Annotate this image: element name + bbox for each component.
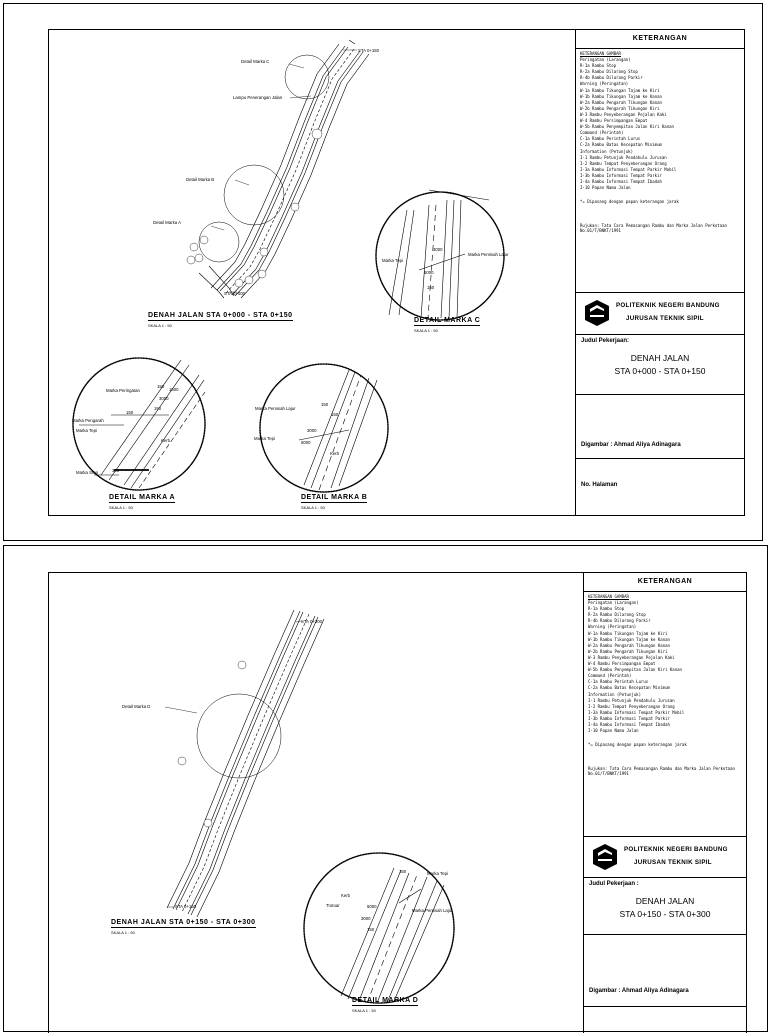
drawn-by-cell [576,394,744,459]
legend-item: Information (Petunjuk) [580,148,633,154]
legend-item: W-2b Rambu Pengarah Tikungan Kiri [588,648,668,654]
leaders-2 [165,621,302,907]
legend-item: W-1b Rambu Tikungan Tajam ke Kanan [588,636,670,642]
institution-name-2: POLITEKNIK NEGERI BANDUNG [624,846,728,853]
legend-item: Warning (Peringatan) [580,81,629,87]
detail-b-kerb: Kerb [330,451,340,456]
legend-heading: KETERANGAN [632,35,688,42]
institution-name: POLITEKNIK NEGERI BANDUNG [616,302,720,309]
legend-cell-2 [584,591,746,837]
institution-cell [576,293,744,335]
polban-logo-icon [590,842,620,872]
legend-source: Rujukan: Tata Cara Pemasangan Rambu dan Marka Jalan Perkotaan No.01/T/BNKT/1991 [580,222,727,234]
legend-item: I-4a Rambu Informasi Tempat Ibadah [588,721,670,727]
detail-a-scale: SKALA 1 : 50 [109,505,133,510]
detail-a-marka-pengarah: Marka Pengarah [72,418,104,423]
detail-a-kerb: Kerb [161,438,171,443]
detail-a-dim-150a: 150 [157,384,165,389]
institution-cell-2 [584,837,746,878]
legend-note: *= Dipasang dengan papan keterangan jarak [580,199,679,205]
detail-circles-plan-1 [199,55,329,262]
road-plan-2 [167,610,324,917]
legend-cell [576,48,744,293]
legend-item: I-3a Rambu Informasi Tempat Parkir Mobil [588,709,685,715]
detail-b-drawing [260,364,388,492]
detail-c-dim-3000: 3000 [433,247,443,252]
department-name: JURUSAN TEKNIK SIPIL [626,315,704,322]
detail-b-dim-5000: 5000 [301,440,311,445]
drawn-by-cell-2 [584,934,746,1007]
legend-item: R-2a Rambu Dilarang Stop [580,69,638,75]
detail-c-dim-5000: 5000 [424,270,434,275]
legend-item: W-2b Rambu Pengarah Tikungan Kiri [580,105,660,111]
detail-a-title: DETAIL MARKA A [109,494,176,501]
legend-item: I-3b Rambu Informasi Tempat Parkir [580,172,662,178]
legend-heading-cell [576,30,744,49]
detail-c-dim-150: 150 [427,285,435,290]
detail-a-dim-150b: 150 [154,406,162,411]
detail-a-dim-150c: 150 [126,410,134,415]
detail-b-dim-3000: 3000 [307,428,317,433]
job-label: Judul Pekerjaan: [581,338,630,344]
legend-item: Peringatan (Larangan) [580,57,631,63]
legend-item: Information (Petunjuk) [588,691,641,697]
legend-item: W-4 Rambu Persimpangan Empat [580,118,648,124]
legend-item: I-2 Rambu Tempat Penyeberangan Orang [580,160,667,166]
title-block-2 [583,573,746,1033]
legend-item: Peringatan (Larangan) [588,600,639,606]
job-title-line-1: DENAH JALAN [630,353,690,363]
legend-item: I-1 Rambu Petunjuk Pendahulu Jurusan [588,697,675,703]
detail-b-title: DETAIL MARKA B [301,494,368,501]
drawing-frame-1 [48,29,745,516]
legend-item: W-3 Rambu Penyeberangan Pejalan Kaki [580,111,667,117]
legend-item: W-2a Rambu Pengarah Tikungan Kanan [580,99,662,105]
drawing-sheet-1 [3,3,763,541]
legend-item: I-2 Rambu Tempat Penyeberangan Orang [588,703,675,709]
legend-item: W-1a Rambu Tikungan Tajam ke Kiri [588,630,668,636]
job-title-cell-2 [584,877,746,935]
detail-d-kerb: Kerb [341,893,351,898]
detail-d-title: DETAIL MARKA D [352,997,419,1004]
detail-a-marka-stop: Marka Stop [76,470,98,475]
detail-c-marka-pemisah: Marka Pemisah Lajur [468,252,509,257]
legend-heading-cell-2 [584,573,746,592]
legend-item: R-4b Rambu Dilarang Parkir [580,75,643,81]
label-detail-marka-d: Detail Marka D [122,704,151,709]
legend-item: W-1b Rambu Tikungan Tajam ke Kanan [580,93,662,99]
detail-a-marka-tepi: Marka Tepi [76,428,97,433]
legend-item: C-1a Rambu Perintah Lurus [588,679,649,685]
legend-item: I-10 Papan Nama Jalan [580,185,631,191]
legend-sub-heading: KETERANGAN GAMBAR [580,51,621,56]
polban-logo-icon [582,298,612,328]
legend-item: C-2a Rambu Batas Kecepatan Minimum [588,685,670,691]
main-plan-title-1: DENAH JALAN STA 0+000 - STA 0+150 [148,312,293,319]
label-detail-marka-b: Detail Marka B [186,177,215,182]
title-block-1 [575,30,744,515]
detail-d-dim-5000: 5000 [367,904,377,909]
legend-item: R-1a Rambu Stop [580,63,617,69]
main-plan-scale-2: SKALA 1 : 50 [111,930,135,935]
detail-a-marka-peringatan: Marka Peringatan [106,388,140,393]
main-plan-scale-1: SKALA 1 : 50 [148,323,172,328]
label-detail-marka-c: Detail Marka C [241,59,270,64]
detail-c-marka-tepi: Marka Tepi [382,258,403,263]
legend-item: R-2a Rambu Dilarang Stop [588,612,646,618]
detail-b-marka-pemisah: Marka Pemisah Lajur [255,406,296,411]
legend-item: W-5b Rambu Penyempitan Jalan Kiri Kanan [588,667,682,673]
legend-item: W-4 Rambu Persimpangan Empat [588,661,656,667]
legend-item: C-1a Rambu Perintah Lurus [580,136,641,142]
detail-b-scale: SKALA 1 : 50 [301,505,325,510]
detail-d-marka-tepi: Marka Tepi [427,871,448,876]
label-sta-bottom-2: STA 0+150 [175,904,197,909]
main-plan-title-2: DENAH JALAN STA 0+150 - STA 0+300 [111,919,256,926]
page-number-label: No. Halaman [581,482,618,488]
legend-item: W-1a Rambu Tikungan Tajam ke Kiri [580,87,660,93]
legend-item: I-10 Papan Nama Jalan [588,728,639,734]
legend-heading-2: KETERANGAN [637,578,693,585]
detail-d-dim-3000: 3000 [361,916,371,921]
legend-item: I-1 Rambu Petunjuk Pendahulu Jurusan [580,154,667,160]
legend-item: R-4b Rambu Dilarang Parkir [588,618,651,624]
drawing-frame-2 [48,572,747,1033]
label-lampu-penerangan: Lampu Penerangan Jalan [233,95,283,100]
detail-d-scale: SKALA 1 : 50 [352,1008,376,1013]
detail-c-scale: SKALA 1 : 50 [414,328,438,333]
legend-item: Command (Perintah) [580,130,624,136]
job-label-2: Judul Pekerjaan : [589,881,639,887]
label-sta-bottom: STA 0+000 [224,291,246,296]
legend-sub-heading-2: KETERANGAN GAMBAR [588,594,629,599]
detail-d-trotoar: Trotoar [326,903,340,908]
job-title-2-line-2: STA 0+150 - STA 0+300 [619,909,711,919]
drawn-by: Digambar : Ahmad Aliya Adinagara [581,442,681,448]
job-title-cell [576,334,744,395]
detail-b-dim-150b: 150 [331,412,339,417]
legend-item: I-3b Rambu Informasi Tempat Parkir [588,715,670,721]
legend-item: I-3a Rambu Informasi Tempat Parkir Mobil [580,166,677,172]
detail-a-dim-3000: 3000 [159,396,169,401]
job-title-2-line-1: DENAH JALAN [635,896,695,906]
leaders-1 [211,50,357,292]
legend-item: Warning (Peringatan) [588,624,637,630]
detail-a-dim-300: 300 [112,468,120,473]
legend-note-2: *= Dipasang dengan papan keterangan jarak [588,742,687,748]
detail-d-dim-150b: 150 [367,927,375,932]
label-sta-top-2: STA 0+300 [301,619,323,624]
legend-item: C-2a Rambu Batas Kecepatan Minimum [580,142,662,148]
legend-item: W-3 Rambu Penyeberangan Pejalan Kaki [588,654,675,660]
label-detail-marka-a: Detail Marka A [153,220,181,225]
detail-b-marka-tepi: Marka Tepi [254,436,275,441]
sign-bubbles-1 [187,129,322,287]
legend-item: I-4a Rambu Informasi Tempat Ibadah [580,178,662,184]
road-plan-1 [199,40,369,298]
drawn-by-2: Digambar : Ahmad Aliya Adinagara [589,988,689,994]
legend-source-2: Rujukan: Tata Cara Pemasangan Rambu dan Marka Jalan Perkotaan No.01/T/BNKT/1991 [588,765,735,777]
detail-d-marka-pemisah: Marka Pemisah Lajur [412,908,453,913]
detail-b-dim-150a: 150 [321,402,329,407]
label-sta-top: STA 0+150 [358,48,380,53]
legend-item: R-1a Rambu Stop [588,606,625,612]
legend-item: W-5b Rambu Penyempitan Jalan Kiri Kanan [580,124,674,130]
job-title-line-2: STA 0+000 - STA 0+150 [614,366,706,376]
page-number-cell [576,458,744,515]
drawing-sheet-2 [3,545,768,1032]
detail-a-dim-1500: 1500 [169,387,179,392]
legend-item: W-2a Rambu Pengarah Tikungan Kanan [588,642,670,648]
detail-c-title: DETAIL MARKA C [414,317,481,324]
department-name-2: JURUSAN TEKNIK SIPIL [634,859,712,866]
detail-d-dim-150a: 150 [399,869,407,874]
legend-item: Command (Perintah) [588,673,632,679]
